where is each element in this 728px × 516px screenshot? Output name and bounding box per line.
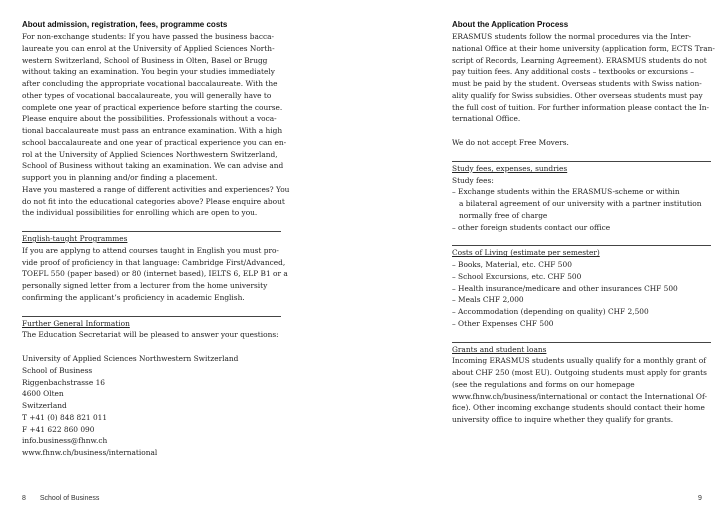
free-movers-text: We do not accept Free Movers. — [452, 138, 569, 147]
text-line: – Accommodation (depending on quality) CHF 2,500 — [452, 307, 649, 316]
text-line: support you in planning and/or finding a placement. — [22, 173, 218, 182]
text-line: school baccalaureate and one year of practical experience you can en- — [22, 137, 287, 147]
text-line: Switzerland — [22, 401, 67, 410]
text-line: ality qualify for Swiss subsidies. Other overseas students must pay — [452, 90, 703, 100]
english-heading: English-taught Programmes — [22, 234, 128, 243]
text-line: – Books, Material, etc. CHF 500 — [452, 260, 572, 269]
text-line: fice). Other incoming exchange students should contact their home — [452, 403, 705, 413]
study-heading: Study fees, expenses, sundries — [452, 163, 568, 173]
text-line: – Exchange students within the ERASMUS-scheme or within — [452, 187, 680, 197]
text-line: – Health insurance/medicare and other insurances CHF 500 — [452, 283, 678, 293]
grants-text — [452, 355, 711, 426]
text-line: F +41 622 860 090 — [22, 424, 95, 434]
text-line: tional baccalaureate must pass an entrance examination. With a high — [22, 126, 283, 135]
living-heading: Costs of Living (estimate per semester) — [452, 248, 600, 258]
text-line: laureate you can enrol at the University of Applied Sciences North- — [22, 43, 275, 53]
text-line: Have you mastered a range of different activities and experiences? You — [22, 184, 290, 194]
text-line: pay tuition fees. Any additional costs – textbooks or excursions – — [452, 67, 694, 77]
text-line: do not fit into the educational categories above? Please enquire about — [22, 196, 285, 206]
further-intro: The Education Secretariat will be pleased to answer your questions: — [22, 330, 279, 340]
footer-left — [22, 495, 99, 502]
text-line: national Office at their home university (application form, ECTS Tran- — [452, 43, 715, 53]
right-column — [452, 19, 715, 426]
address-block — [22, 353, 281, 459]
divider — [22, 316, 281, 317]
text-line: If you are applyng to attend courses taught in English you must pro- — [22, 245, 279, 255]
text-line: ERASMUS students follow the normal procedures via the Inter- — [452, 32, 691, 41]
text-line: www.fhnw.ch/business/international — [22, 448, 158, 457]
text-line: – Meals CHF 2,000 — [452, 295, 524, 305]
text-line: personally signed letter from a lecturer from the home university — [22, 281, 268, 290]
text-line: about CHF 250 (most EU). Outgoing students must apply for grants — [452, 368, 707, 377]
text-line: – other foreign students contact our office — [452, 222, 611, 232]
text-line: Riggenbachstrasse 16 — [22, 377, 105, 387]
text-line: a bilateral agreement of our university with a partner institution — [452, 199, 702, 208]
study-text — [452, 175, 711, 234]
divider — [22, 231, 281, 232]
application-heading: About the Application Process — [452, 20, 569, 29]
divider — [452, 342, 711, 343]
admission-heading: About admission, registration, fees, programme costs — [22, 20, 228, 29]
text-line: ternational Office. — [452, 114, 521, 124]
text-line: Please enquire about the possibilities. Professionals without a voca- — [22, 114, 277, 124]
footer-label: School of Business — [39, 495, 100, 502]
text-line: info.business@fhnw.ch — [22, 436, 108, 446]
text-line: confirming the applicant’s proficiency in academic English. — [22, 292, 245, 302]
divider — [452, 161, 711, 162]
page-number-left: 8 — [22, 495, 26, 502]
admission-text — [22, 31, 290, 219]
text-line: university office to inquire whether they qualify for grants. — [452, 415, 674, 424]
text-line: other types of vocational baccalaureate, you will generally have to — [22, 90, 272, 100]
application-text — [452, 31, 715, 125]
text-line: – Other Expenses CHF 500 — [452, 318, 554, 328]
grants-heading: Grants and student loans — [452, 344, 547, 354]
text-line: University of Applied Sciences Northwestern Switzerland — [22, 354, 239, 363]
text-line: the full cost of tuition. For further information please contact the In- — [452, 102, 710, 112]
text-line: normally free of charge — [452, 210, 548, 220]
text-line: 4600 Olten — [22, 389, 64, 399]
text-line: School of Business without taking an examination. We can advise and — [22, 161, 284, 171]
text-line: (see the regulations and forms on our homepage — [452, 379, 635, 389]
text-line: without taking an examination. You begin your studies immediately — [22, 67, 275, 77]
text-line: For non-exchange students: If you have passed the business bacca- — [22, 32, 275, 41]
text-line: rol at the University of Applied Sciences Northwestern Switzerland, — [22, 149, 278, 159]
text-line: www.fhnw.ch/business/international or contact the International Of- — [452, 391, 707, 401]
text-line: the individual possibilities for enrolling which are open to you. — [22, 208, 258, 218]
page-number-right: 9 — [698, 495, 702, 502]
living-text — [452, 259, 711, 330]
text-line: complete one year of practical experience before starting the course. — [22, 102, 283, 112]
text-line: TOEFL 550 (paper based) or 80 (internet based), IELTS 6, ELP B1 or a — [22, 269, 288, 279]
text-line: script of Records, Learning Agreement). ERASMUS students do not — [452, 55, 707, 65]
english-text — [22, 245, 288, 304]
text-line: School of Business — [22, 365, 93, 375]
left-column — [22, 19, 290, 459]
text-line: Incoming ERASMUS students usually qualify for a monthly grant of — [452, 356, 706, 366]
further-heading: Further General Information — [22, 318, 130, 328]
text-line: – School Excursions, etc. CHF 500 — [452, 271, 582, 281]
text-line: western Switzerland, School of Business in Olten, Basel or Brugg — [22, 55, 268, 65]
text-line: vide proof of proficiency in that language: Cambridge First/Advanced, — [22, 257, 286, 267]
text-line: T +41 (0) 848 821 011 — [22, 412, 108, 422]
text-line: after concluding the appropriate vocational baccalaureate. With the — [22, 79, 278, 88]
text-line: must be paid by the student. Overseas students with Swiss nation- — [452, 79, 702, 88]
divider — [452, 245, 711, 246]
text-line: Study fees: — [452, 175, 494, 185]
